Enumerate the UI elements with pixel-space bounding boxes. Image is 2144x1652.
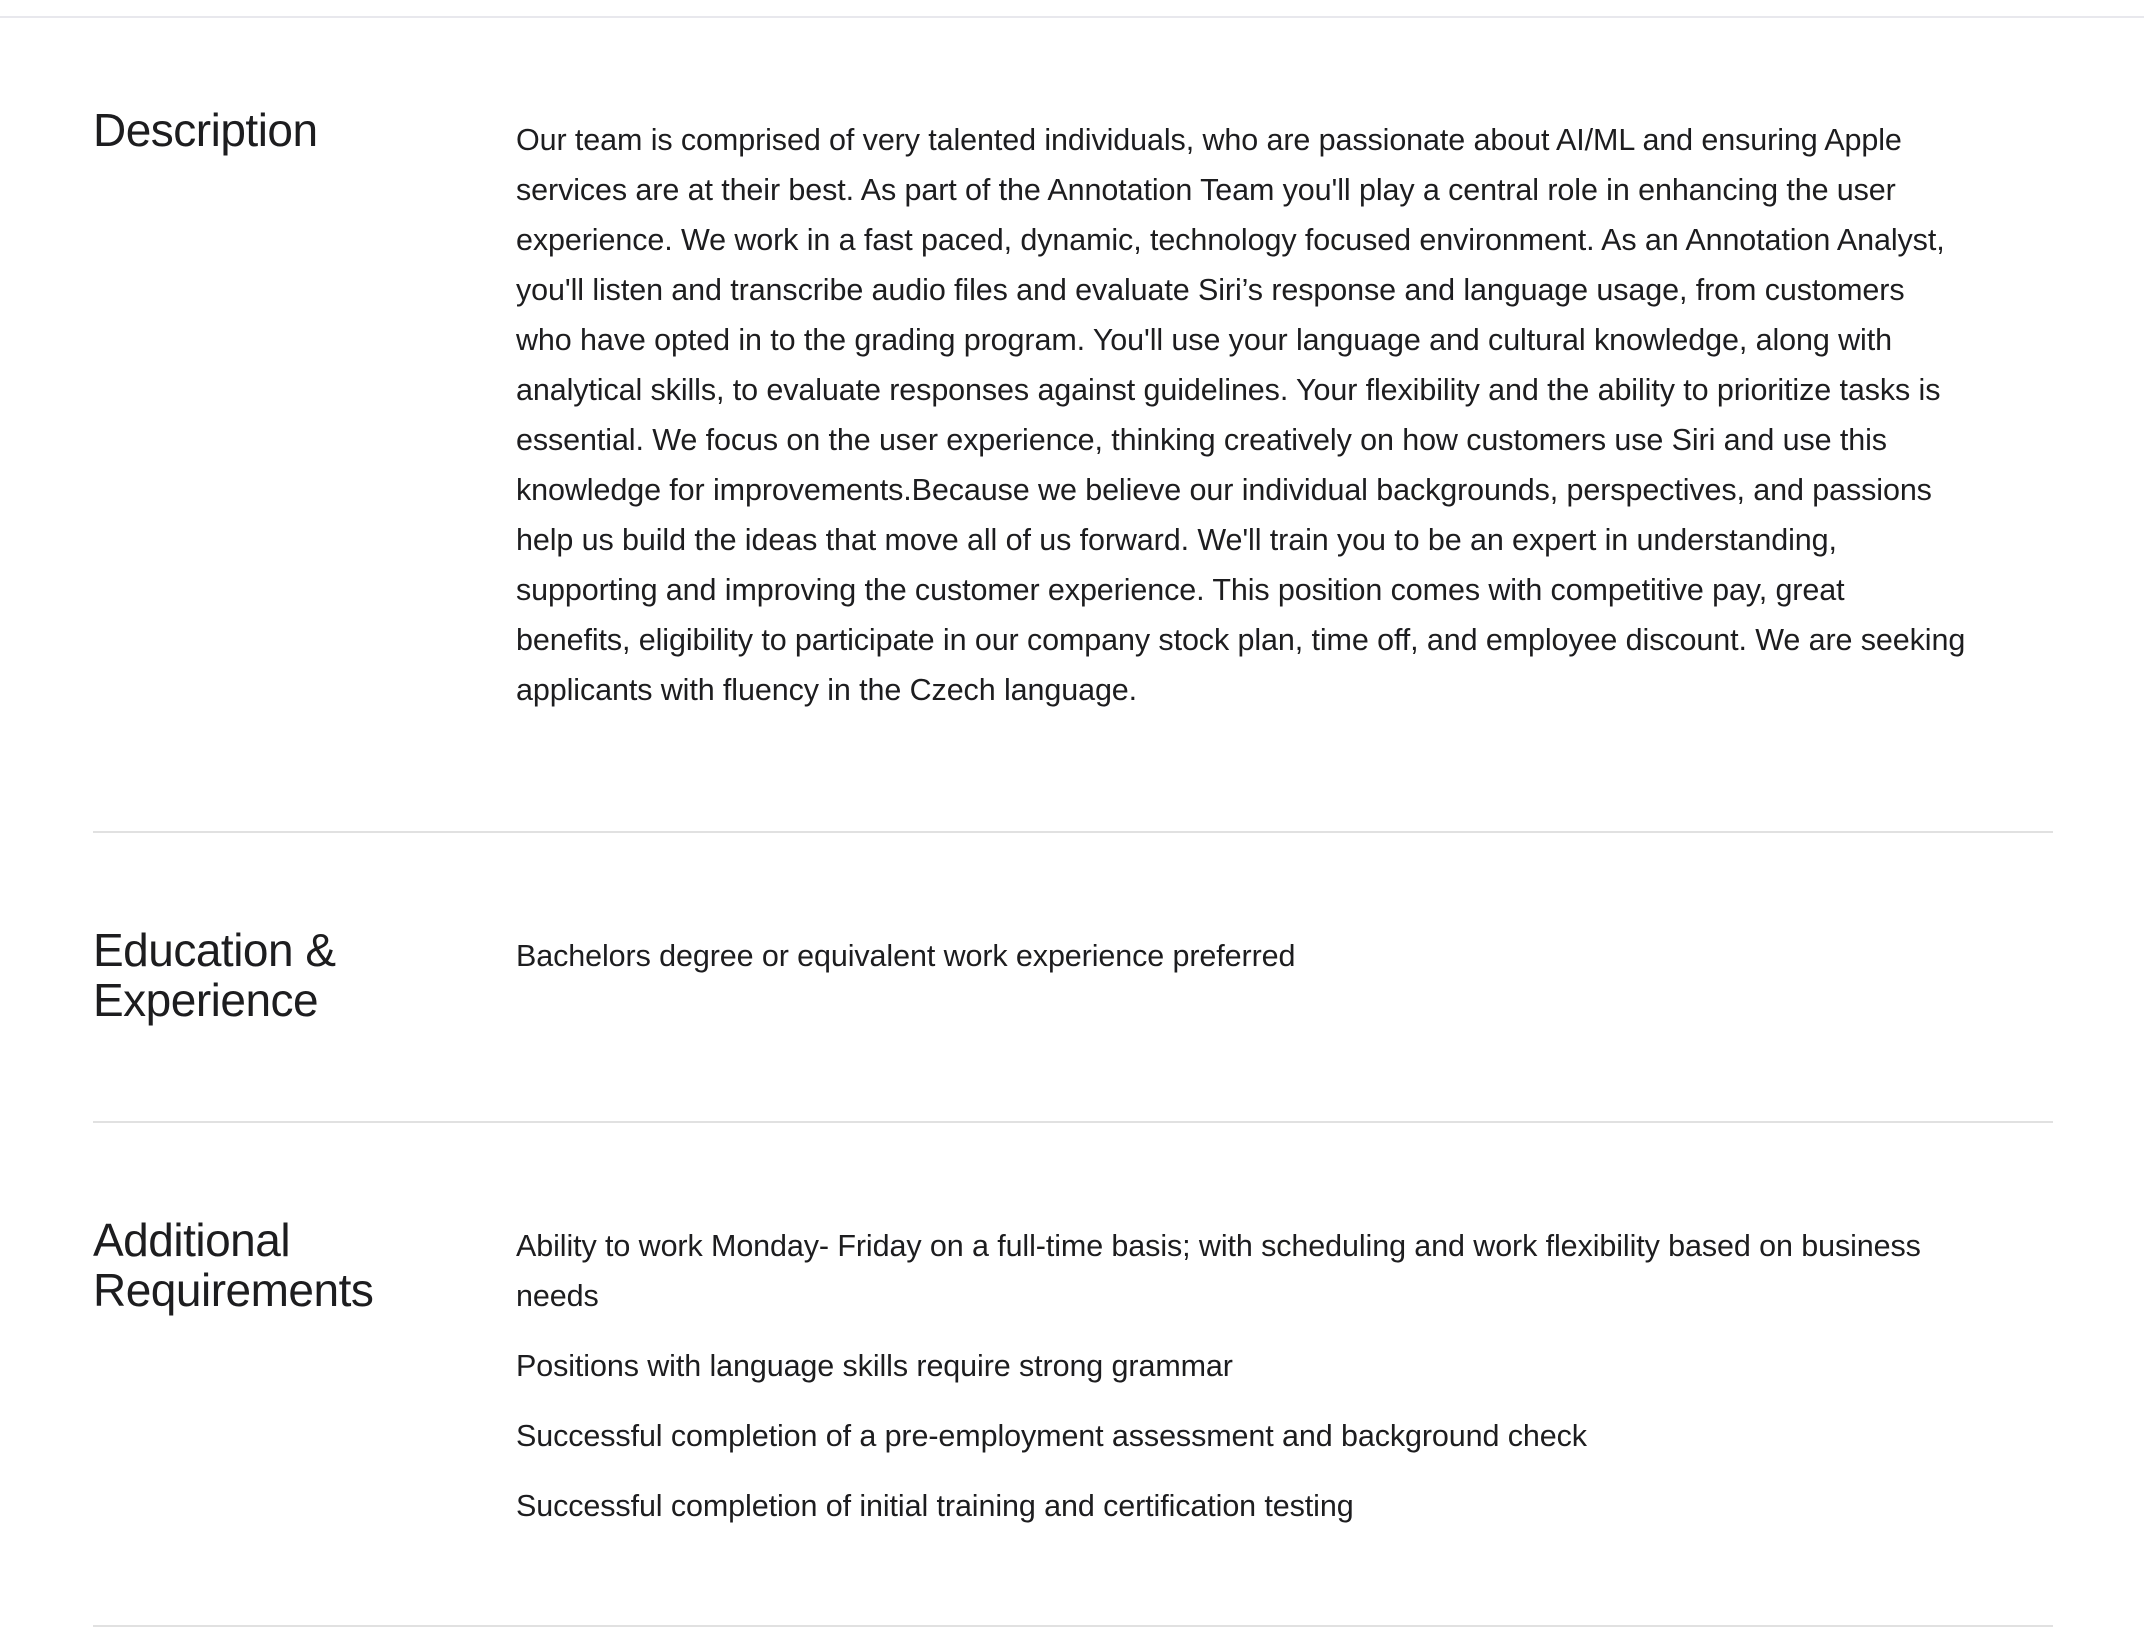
requirement-item: Successful completion of a pre-employment assessment and background check: [516, 1419, 1587, 1453]
additional-requirements-heading: Additional Requirements: [93, 1214, 374, 1316]
additional-requirements-list: [516, 1215, 1966, 1625]
education-body: [516, 925, 1966, 1121]
job-details: [93, 18, 2053, 1627]
requirement-item: Positions with language skills require strong grammar: [516, 1349, 1233, 1383]
requirement-item: Ability to work Monday- Friday on a full-time basis; with scheduling and work flexibility based on business needs: [516, 1229, 1921, 1313]
description-section: [93, 18, 2053, 833]
description-body: [516, 105, 1966, 831]
description-heading: Description: [93, 104, 318, 156]
description-text: Our team is comprised of very talented individuals, who are passionate about AI/ML and ensuring Apple services are at their best. As part of the Annotation Team you'll play a central role in enhancing the user experience. We work in a fast paced, dynamic, technology focused environment. As an Annotation Analyst, you'll listen and transcribe audio files and evaluate Siri’s response and language usage, from customers who have opted in to the grading program. You'll use your language and cultural knowledge, along with analytical skills, to evaluate responses against guidelines. Your flexibility and the ability to prioritize tasks is essential. We focus on the user experience, thinking creatively on how customers use Siri and use this knowledge for improvements.Because we believe our individual backgrounds, perspectives, and passions help us build the ideas that move all of us forward. We'll train you to be an expert in understanding, supporting and improving the customer experience. This position comes with competitive pay, great benefits, eligibility to participate in our company stock plan, time off, and employee discount. We are seeking applicants with fluency in the Czech language.: [516, 123, 1966, 707]
requirement-item: Successful completion of initial training and certification testing: [516, 1489, 1354, 1523]
education-text: Bachelors degree or equivalent work experience preferred: [516, 939, 1296, 973]
education-heading: Education & Experience: [93, 924, 336, 1026]
additional-requirements-section: [93, 1123, 2053, 1627]
education-section: [93, 833, 2053, 1123]
